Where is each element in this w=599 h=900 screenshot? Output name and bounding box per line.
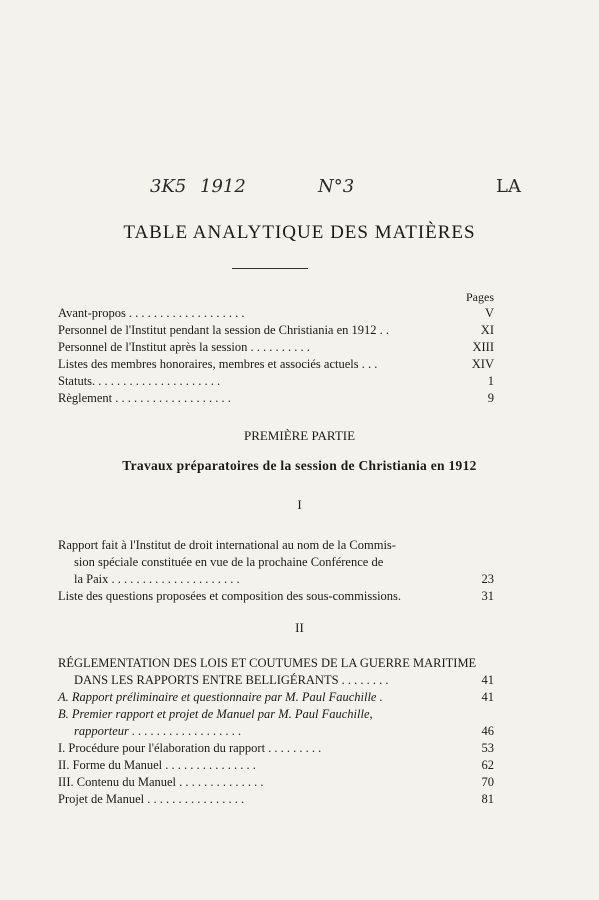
part-subtitle: Travaux préparatoires de la session de Christiania en 1912 xyxy=(122,458,477,473)
toc-row: II. Forme du Manuel . . . . . . . . . . . . . . . 62 xyxy=(58,758,494,772)
page-number: 31 xyxy=(481,589,494,603)
page-number: 9 xyxy=(487,391,494,405)
page-number: XIV xyxy=(471,357,494,371)
toc-row: DANS LES RAPPORTS ENTRE BELLIGÉRANTS . . . . . . . . 41 xyxy=(74,673,494,687)
toc-row: sion spéciale constituée en vue de la prochaine Conférence de xyxy=(74,555,384,569)
toc-row: B. Premier rapport et projet de Manuel par M. Paul Fauchille, xyxy=(58,707,373,721)
page-number: 23 xyxy=(481,572,494,586)
page-title: TABLE ANALYTIQUE DES MATIÈRES xyxy=(123,222,476,243)
toc-row: Avant-propos . . . . . . . . . . . . . . . . . . . V xyxy=(58,306,494,320)
page-number: 53 xyxy=(481,741,494,755)
part-title: PREMIÈRE PARTIE xyxy=(243,428,356,443)
toc-row: Listes des membres honoraires, membres et associés actuels . . . XIV xyxy=(58,357,494,371)
toc-section-1 xyxy=(58,537,494,605)
page-number: XIII xyxy=(472,340,494,354)
page-number: 81 xyxy=(481,792,494,806)
toc-row: RÉGLEMENTATION DES LOIS ET COUTUMES DE LA GUERRE MARITIME xyxy=(58,656,477,670)
toc-section-2 xyxy=(58,655,494,808)
page-number: 70 xyxy=(481,775,494,789)
toc-row: Règlement . . . . . . . . . . . . . . . . . . . 9 xyxy=(58,391,494,405)
toc-row: rapporteur . . . . . . . . . . . . . . . . . . 46 xyxy=(74,724,494,738)
pages-column-header: Pages xyxy=(466,290,494,304)
toc-row: Projet de Manuel . . . . . . . . . . . . . . . . 81 xyxy=(58,792,494,806)
handwritten-note-4: LA xyxy=(496,176,521,197)
handwritten-note-3: N°3 xyxy=(318,176,355,197)
toc-row: I. Procédure pour l'élaboration du rapport . . . . . . . . . 53 xyxy=(58,741,494,755)
toc-row: Personnel de l'Institut après la session . . . . . . . . . . XIII xyxy=(58,340,494,354)
toc-row: Rapport fait à l'Institut de droit international au nom de la Commis- xyxy=(58,538,396,552)
toc-row: la Paix . . . . . . . . . . . . . . . . . . . . . 23 xyxy=(74,572,494,586)
toc-row: Statuts. . . . . . . . . . . . . . . . . . . . . 1 xyxy=(58,374,494,388)
toc-row: Personnel de l'Institut pendant la session de Christiania en 1912 . . XI xyxy=(58,323,494,337)
page-number: 41 xyxy=(481,690,494,704)
page-number: XI xyxy=(480,323,494,337)
handwritten-note-1: 3K5 xyxy=(150,176,187,197)
toc-row: Liste des questions proposées et composition des sous-commissions. 31 xyxy=(58,589,494,603)
toc-front-matter xyxy=(58,305,494,407)
page-number: 41 xyxy=(481,673,494,687)
section-numeral-1: I xyxy=(297,497,302,512)
page-number: 1 xyxy=(487,374,494,388)
toc-row: III. Contenu du Manuel . . . . . . . . . . . . . . 70 xyxy=(58,775,494,789)
handwritten-note-2: 1912 xyxy=(200,176,246,197)
page-number: V xyxy=(484,306,494,320)
page-number: 62 xyxy=(481,758,494,772)
page-number: 46 xyxy=(481,724,494,738)
section-numeral-2: II xyxy=(295,620,304,635)
toc-row: A. Rapport préliminaire et questionnaire par M. Paul Fauchille . 41 xyxy=(58,690,494,704)
title-divider xyxy=(232,268,308,269)
